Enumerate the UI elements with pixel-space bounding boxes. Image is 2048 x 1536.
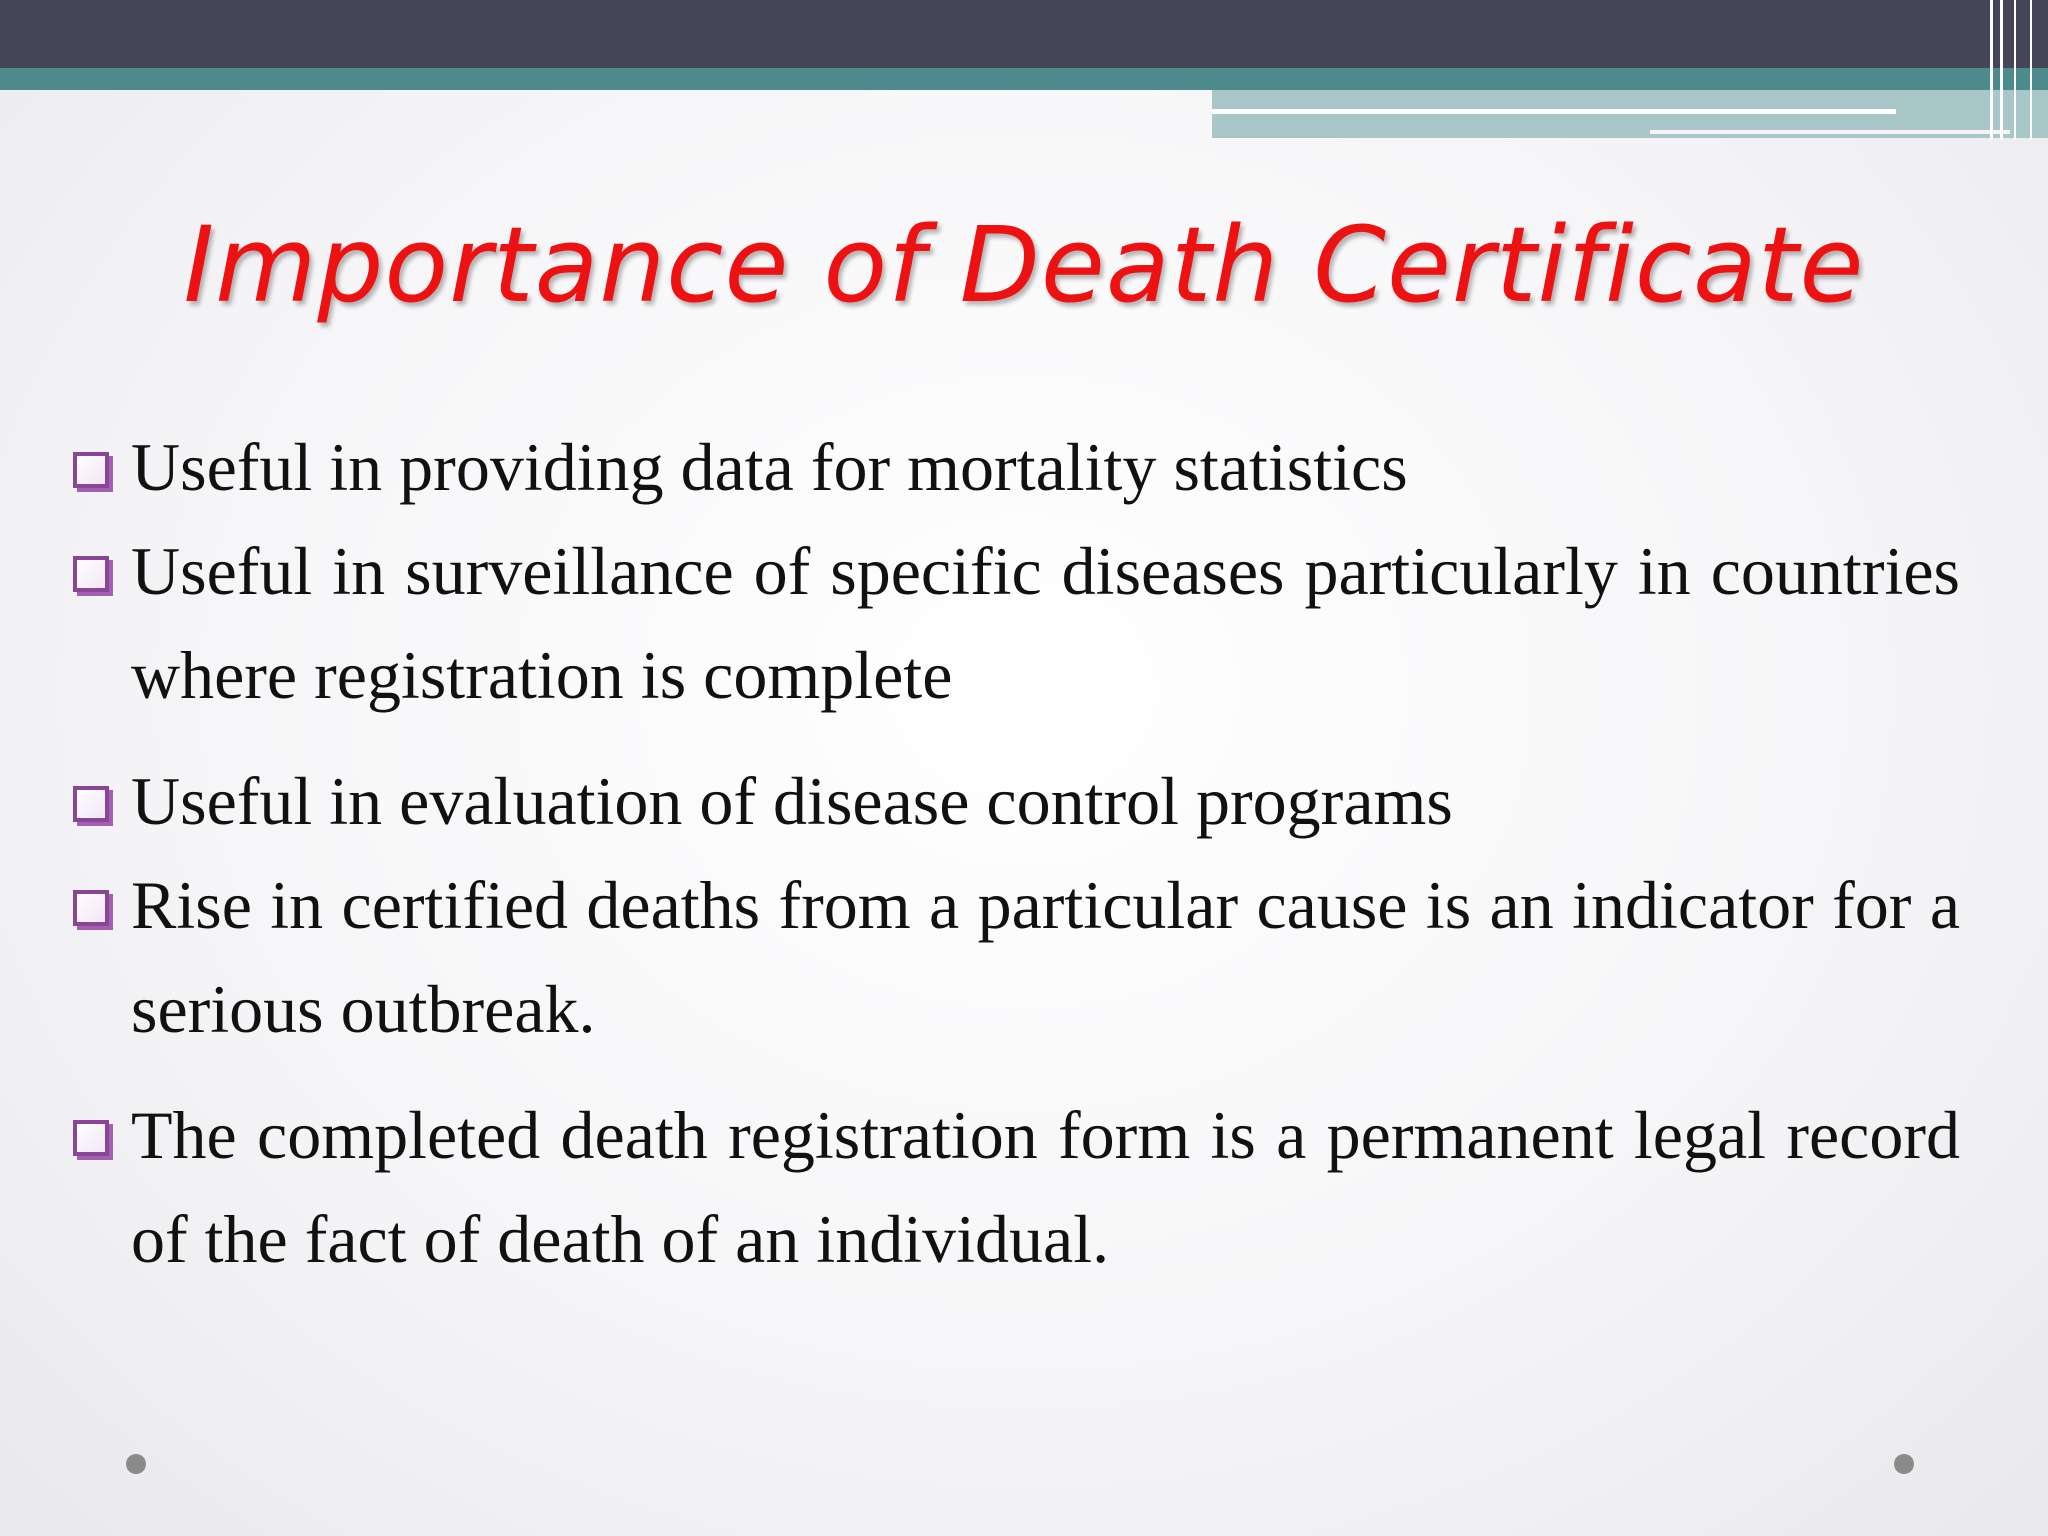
header-vertical-lines — [1986, 0, 2048, 140]
slide-title: Importance of Death Certificate — [183, 204, 1865, 326]
footer-dot-left — [126, 1454, 146, 1474]
bullet-list — [56, 415, 1960, 1291]
bullet-item — [56, 853, 1960, 1061]
square-checkbox-icon — [73, 890, 109, 926]
square-checkbox-icon — [73, 452, 109, 488]
bullet-item — [56, 519, 1960, 727]
bullet-text: Useful in surveillance of specific diseases particularly in countries where registration is complete — [131, 533, 1960, 713]
footer-dot-right — [1894, 1454, 1914, 1474]
square-checkbox-icon — [73, 786, 109, 822]
bullet-text: Useful in evaluation of disease control programs — [131, 763, 1453, 839]
header-white-line — [1212, 109, 1896, 114]
bullet-text: Useful in providing data for mortality statistics — [131, 429, 1408, 505]
header-white-line-secondary — [1650, 130, 2010, 134]
bullet-item — [56, 415, 1960, 519]
bullet-item — [56, 1083, 1960, 1291]
bullet-text: Rise in certified deaths from a particular cause is an indicator for a serious outbreak. — [131, 867, 1960, 1047]
bullet-item — [56, 749, 1960, 853]
header-teal-bar — [0, 68, 2048, 90]
square-checkbox-icon — [73, 556, 109, 592]
header-dark-bar — [0, 0, 2048, 68]
bullet-text: The completed death registration form is a permanent legal record of the fact of death of an individual. — [131, 1097, 1960, 1277]
square-checkbox-icon — [73, 1120, 109, 1156]
